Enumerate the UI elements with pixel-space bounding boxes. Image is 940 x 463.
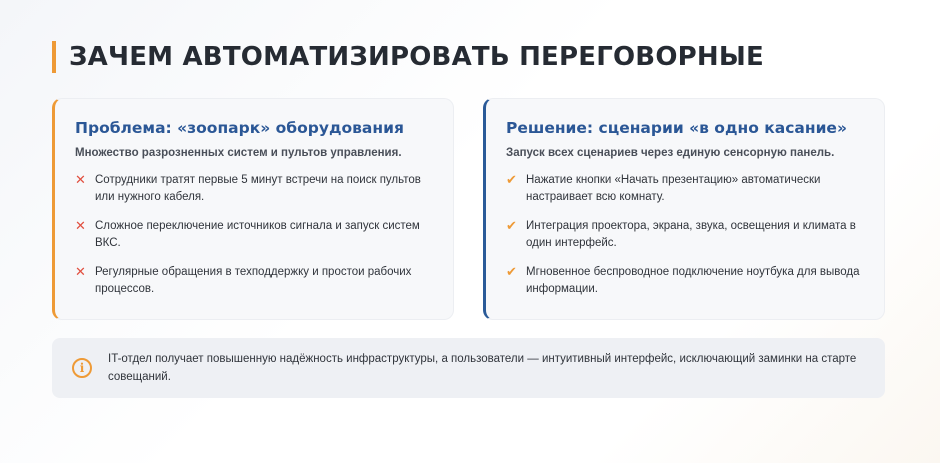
solution-item [506, 172, 866, 206]
problem-item [75, 218, 435, 252]
solution-item [506, 218, 866, 252]
solution-item-text: Мгновенное беспроводное подключение ноутбука для вывода информации. [526, 266, 860, 295]
solution-list [506, 172, 866, 298]
info-note [52, 338, 885, 398]
solution-card [483, 98, 885, 320]
solution-item-text: Интеграция проектора, экрана, звука, освещения и климата в один интерфейс. [526, 220, 856, 249]
solution-subtitle: Запуск всех сценариев через единую сенсорную панель. [506, 147, 835, 159]
problem-item-text: Сотрудники тратят первые 5 минут встречи на поиск пультов или нужного кабеля. [95, 174, 421, 203]
check-icon: ✔ [506, 173, 517, 188]
info-note-text: IT-отдел получает повышенную надёжность инфраструктуры, а пользователи — интуитивный интерфейс, исключающий заминки на старте совещаний. [108, 353, 857, 383]
problem-title: Проблема: «зоопарк» оборудования [75, 119, 404, 137]
info-icon: i [72, 358, 92, 378]
problem-item-text: Сложное переключение источников сигнала и запуск систем ВКС. [95, 220, 420, 249]
problem-subtitle: Множество разрозненных систем и пультов управления. [75, 147, 402, 159]
title-accent-bar [52, 41, 56, 73]
solution-item-text: Нажатие кнопки «Начать презентацию» автоматически настраивает всю комнату. [526, 174, 821, 203]
cross-icon: ✕ [75, 173, 86, 188]
check-icon: ✔ [506, 265, 517, 280]
problem-item [75, 264, 435, 298]
solution-title: Решение: сценарии «в одно касание» [506, 119, 847, 137]
cross-icon: ✕ [75, 265, 86, 280]
problem-item [75, 172, 435, 206]
problem-item-text: Регулярные обращения в техподдержку и простои рабочих процессов. [95, 266, 412, 295]
cross-icon: ✕ [75, 219, 86, 234]
problem-card [52, 98, 454, 320]
page-title: ЗАЧЕМ АВТОМАТИЗИРОВАТЬ ПЕРЕГОВОРНЫЕ [69, 42, 764, 72]
check-icon: ✔ [506, 219, 517, 234]
solution-item [506, 264, 866, 298]
problem-list [75, 172, 435, 298]
page-header [52, 40, 764, 74]
